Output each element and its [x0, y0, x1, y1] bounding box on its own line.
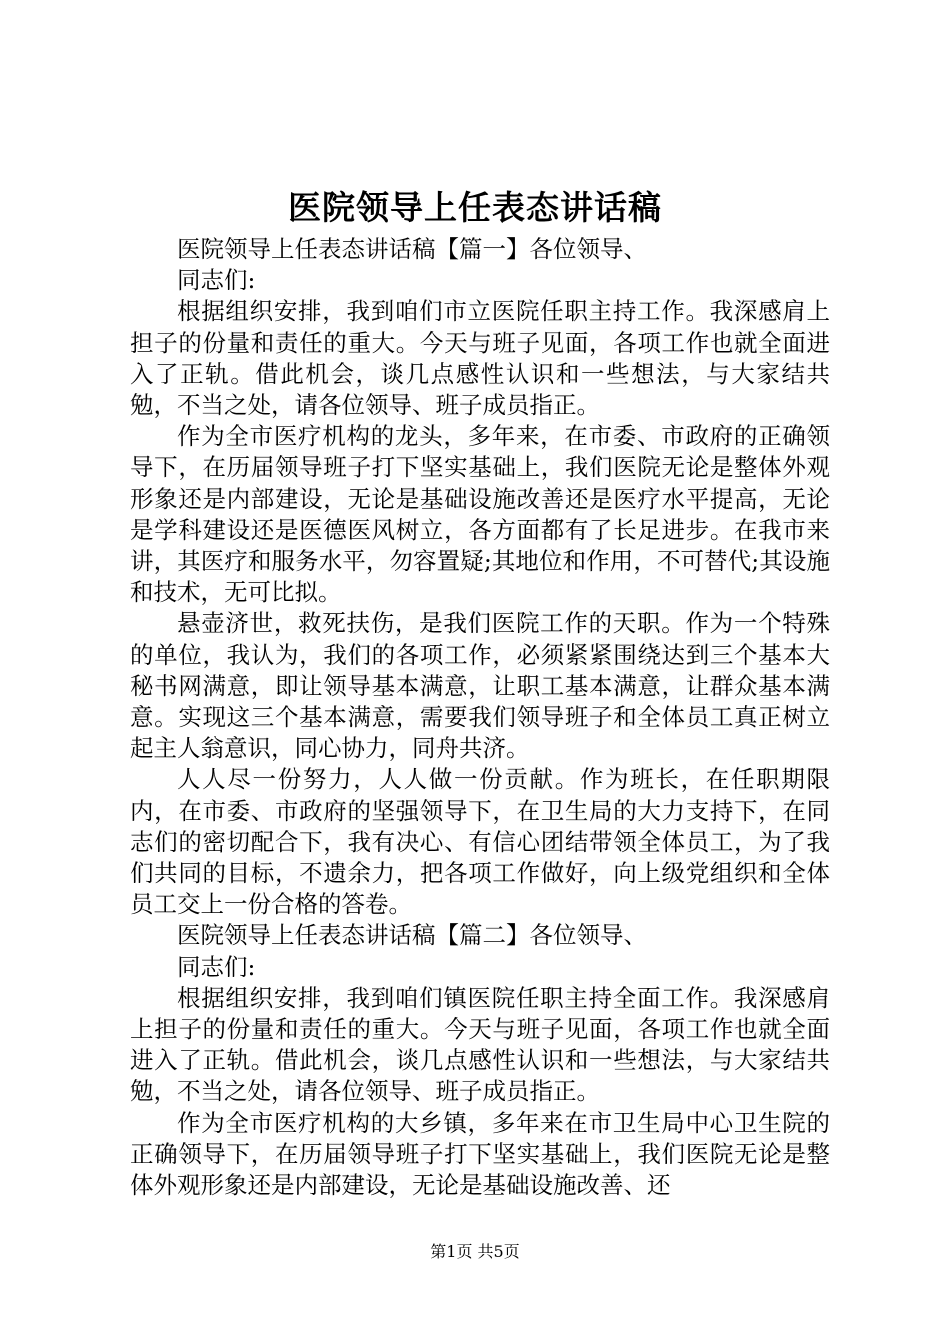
paragraph: 根据组织安排，我到咱们镇医院任职主持全面工作。我深感肩上担子的份量和责任的重大。今天与班子见面，各项工作也就全面进入了正轨。借此机会，谈几点感性认识和一些想法，与大家结共勉，不当之处，请各位领导、班子成员指正。 [130, 983, 830, 1106]
paragraph: 作为全市医疗机构的大乡镇，多年来在市卫生局中心卫生院的正确领导下，在历届领导班子打下坚实基础上，我们医院无论是整体外观形象还是内部建设，无论是基础设施改善、还 [130, 1108, 830, 1200]
paragraph: 同志们: [177, 952, 256, 981]
paragraph: 悬壶济世，救死扶伤，是我们医院工作的天职。作为一个特殊的单位，我认为，我们的各项工作，必须紧紧围绕达到三个基本大秘书网满意，即让领导基本满意，让职工基本满意，让群众基本满意。实现这三个基本满意，需要我们领导班子和全体员工真正树立起主人翁意识，同心协力，同舟共济。 [130, 609, 830, 763]
paragraph: 医院领导上任表态讲话稿【篇二】各位领导、 [177, 921, 647, 950]
paragraph: 人人尽一份努力，人人做一份贡献。作为班长，在任职期限内，在市委、市政府的坚强领导下，在卫生局的大力支持下，在同志们的密切配合下，我有决心、有信心团结带领全体员工，为了我们共同的目标，不遗余力，把各项工作做好，向上级党组织和全体员工交上一份合格的答卷。 [130, 765, 830, 919]
paragraph: 根据组织安排，我到咱们市立医院任职主持工作。我深感肩上担子的份量和责任的重大。今天与班子见面，各项工作也就全面进入了正轨。借此机会，谈几点感性认识和一些想法，与大家结共勉，不当之处，请各位领导、班子成员指正。 [130, 297, 830, 420]
paragraph: 同志们: [177, 266, 256, 295]
document-title: 医院领导上任表态讲话稿 [288, 188, 662, 227]
document-body [130, 234, 830, 1201]
page-number-footer: 第1页 共5页 [430, 1242, 520, 1261]
paragraph: 作为全市医疗机构的龙头，多年来，在市委、市政府的正确领导下，在历届领导班子打下坚实基础上，我们医院无论是整体外观形象还是内部建设，无论是基础设施改善还是医疗水平提高，无论是学科建设还是医德医风树立，各方面都有了长足进步。在我市来讲，其医疗和服务水平，勿容置疑;其地位和作用，不可替代;其设施和技术，无可比拟。 [130, 422, 830, 607]
paragraph: 医院领导上任表态讲话稿【篇一】各位领导、 [177, 235, 647, 263]
